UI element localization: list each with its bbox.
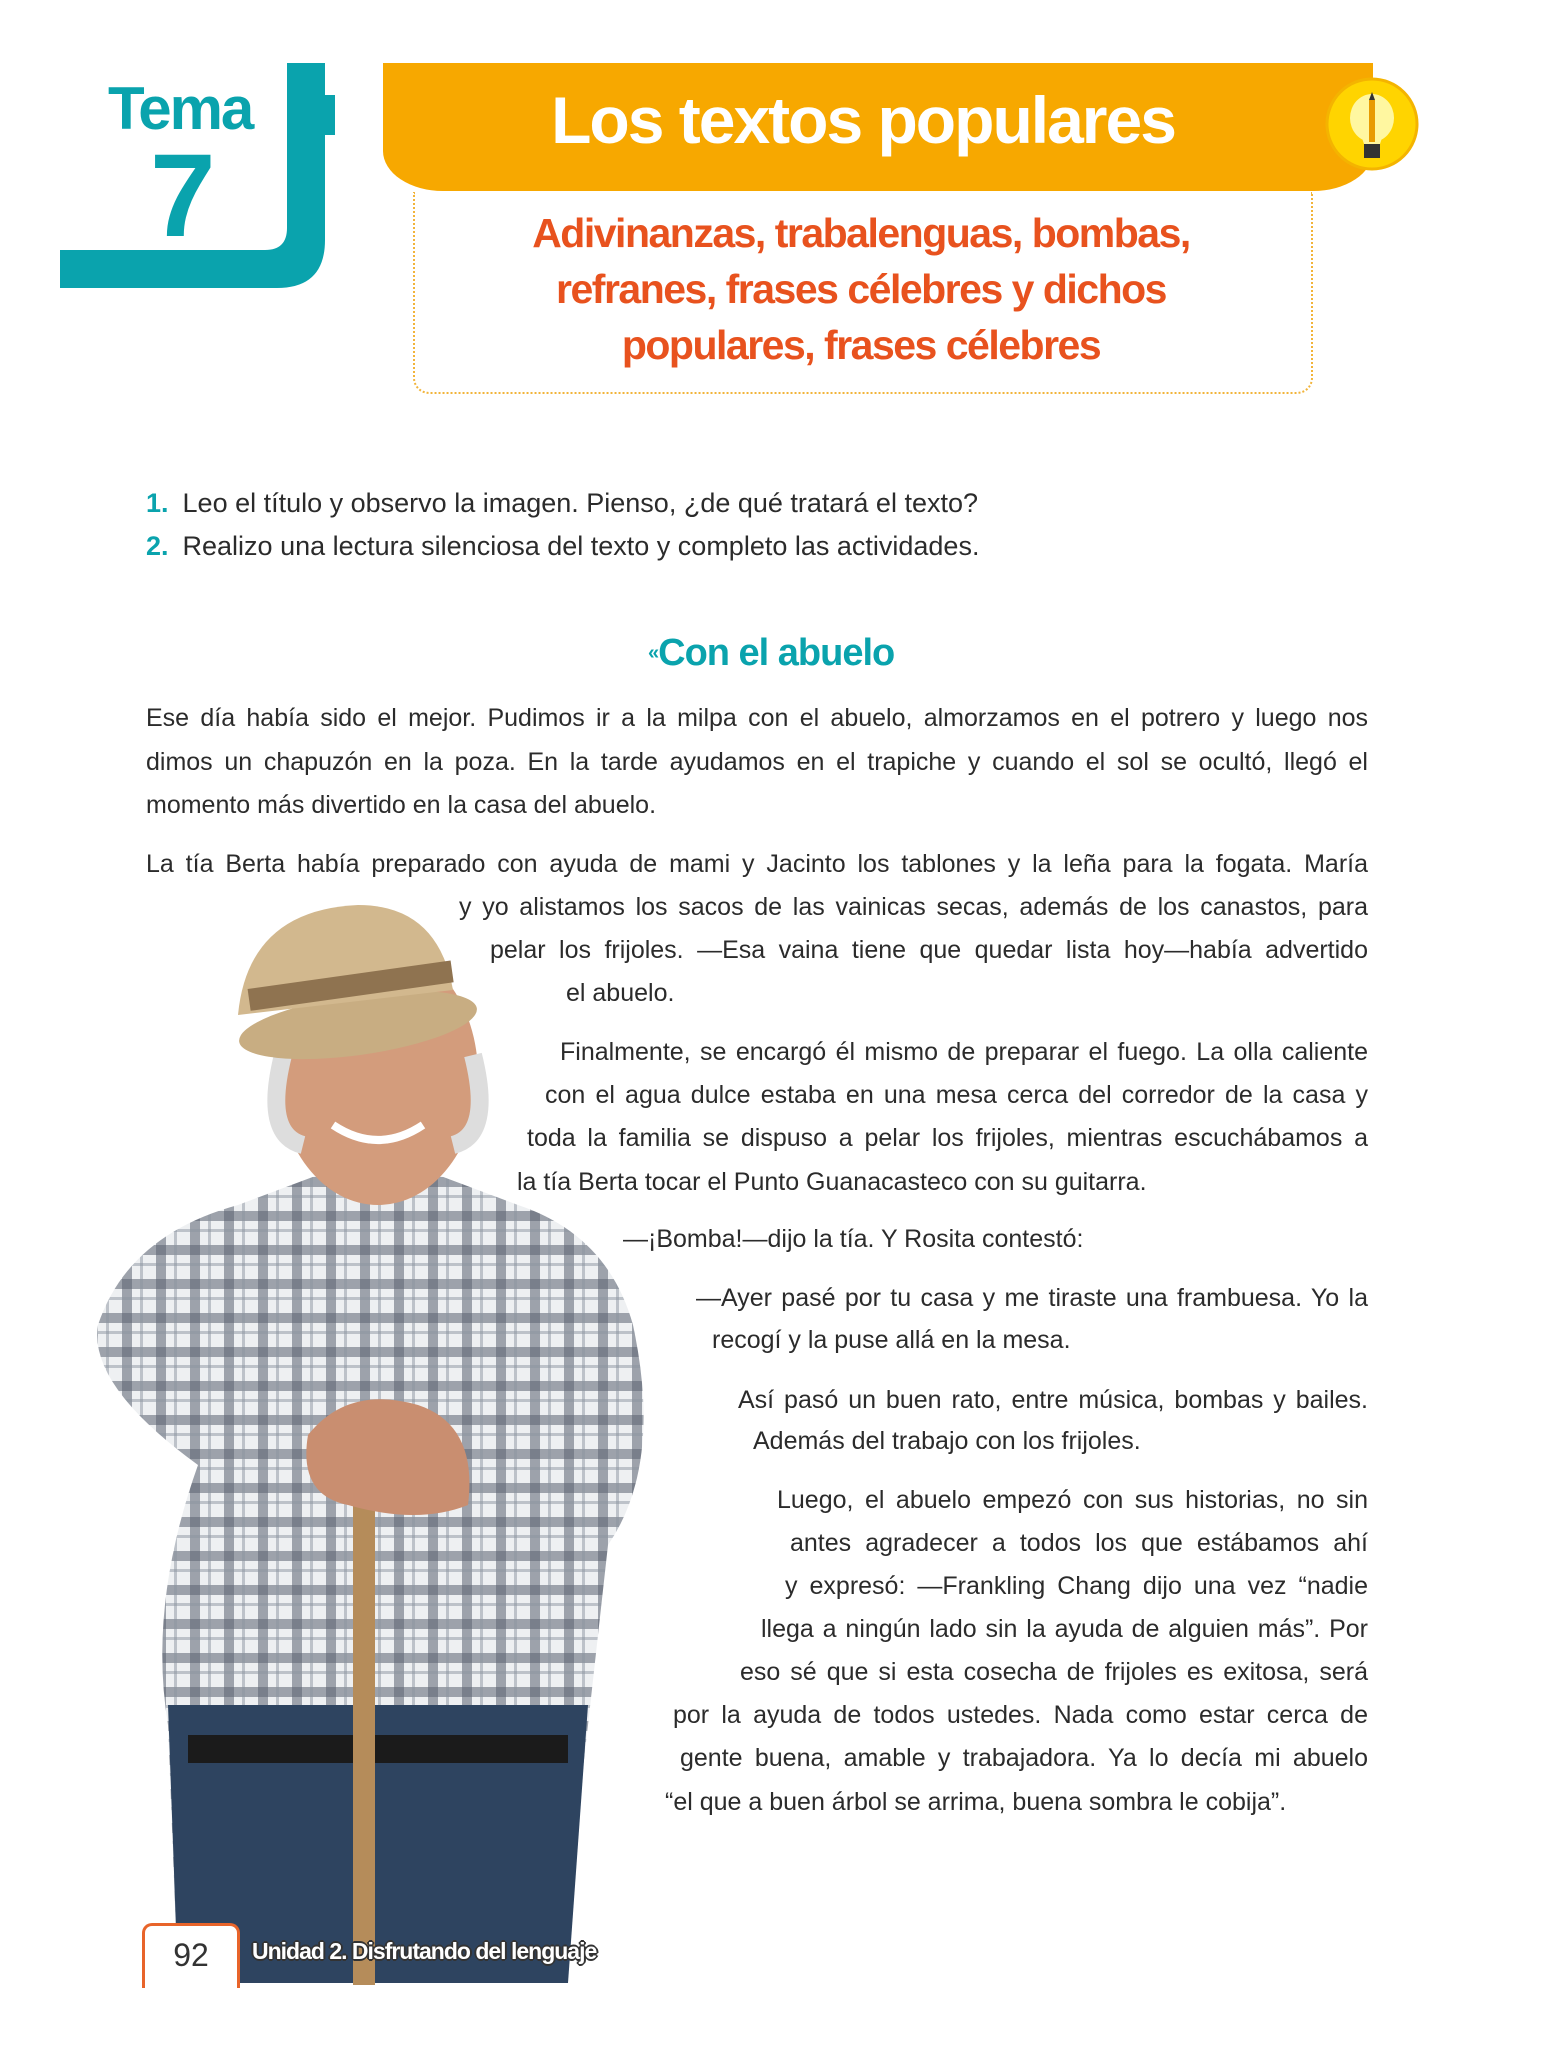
- story-line: recogí y la puse allá en la mesa.: [712, 1326, 1071, 1354]
- story-line: por la ayuda de todos ustedes. Nada como estar cerca de: [673, 1701, 1368, 1729]
- subtitle-line: Adivinanzas, trabalenguas, bombas,: [532, 210, 1190, 256]
- story-line: Finalmente, se encargó él mismo de preparar el fuego. La olla caliente: [560, 1038, 1368, 1066]
- subtitle-line: populares, frases célebres: [621, 322, 1101, 368]
- story-line: gente buena, amable y trabajadora. Ya lo decía mi abuelo: [680, 1744, 1368, 1772]
- tema-number: 7: [150, 130, 216, 262]
- story-line: eso sé que si esta cosecha de frijoles es exitosa, será: [740, 1658, 1368, 1686]
- story-line: Ese día había sido el mejor. Pudimos ir a la milpa con el abuelo, almorzamos en el potrero y luego nos: [146, 704, 1368, 732]
- instruction-item: [146, 531, 979, 562]
- story-line: y expresó: —Frankling Chang dijo una vez “nadie: [785, 1572, 1368, 1600]
- story-line: el abuelo.: [566, 979, 675, 1007]
- page-title: Los textos populares: [551, 83, 1175, 157]
- story-line: —¡Bomba!—dijo la tía. Y Rosita contestó:: [623, 1225, 1084, 1253]
- story-line: Además del trabajo con los frijoles.: [753, 1427, 1141, 1455]
- story-line: Luego, el abuelo empezó con sus historias, no sin: [777, 1486, 1368, 1514]
- story-line: con el agua dulce estaba en una mesa cerca del corredor de la casa y: [545, 1081, 1368, 1109]
- story-line: la tía Berta tocar el Punto Guanacasteco con su guitarra.: [517, 1168, 1147, 1196]
- unit-label: Unidad 2. Disfrutando del lenguaje: [252, 1938, 597, 1964]
- story-line: momento más divertido en la casa del abuelo.: [146, 791, 657, 819]
- quote-mark: «: [648, 642, 659, 664]
- instruction-number: 1.: [146, 488, 169, 518]
- instruction-text: Leo el título y observo la imagen. Pienso, ¿de qué tratará el texto?: [182, 488, 979, 518]
- story-line: llega a ningún lado sin la ayuda de alguien más”. Por: [761, 1615, 1368, 1643]
- story-line: antes agradecer a todos los que estábamos ahí: [790, 1529, 1368, 1557]
- lightbulb-pencil-icon: [1325, 76, 1420, 174]
- instruction-text: Realizo una lectura silenciosa del texto y completo las actividades.: [182, 531, 980, 561]
- instruction-item: [146, 488, 978, 519]
- tema-label: Tema: [108, 75, 253, 142]
- page-number: 92: [142, 1923, 240, 1988]
- story-line: pelar los frijoles. —Esa vaina tiene que quedar lista hoy—había advertido: [490, 936, 1368, 964]
- story-line: La tía Berta había preparado con ayuda de mami y Jacinto los tablones y la leña para la fogata. María: [146, 850, 1368, 878]
- story-line: —Ayer pasé por tu casa y me tiraste una frambuesa. Yo la: [696, 1284, 1368, 1312]
- story-line: toda la familia se dispuso a pelar los frijoles, mientras escuchábamos a: [527, 1124, 1368, 1152]
- story-title: [648, 632, 894, 675]
- story-title-text: Con el abuelo: [658, 632, 895, 674]
- instruction-number: 2.: [146, 531, 169, 561]
- story-line: y yo alistamos los sacos de las vainicas secas, además de los canastos, para: [459, 893, 1368, 921]
- subtitle-line: refranes, frases célebres y dichos: [556, 266, 1166, 312]
- story-line: “el que a buen árbol se arrima, buena sombra le cobija”.: [665, 1788, 1287, 1816]
- story-line: dimos un chapuzón en la poza. En la tarde ayudamos en el trapiche y cuando el sol se ocultó, llegó el: [146, 748, 1368, 776]
- story-line: Así pasó un buen rato, entre música, bombas y bailes.: [738, 1386, 1368, 1414]
